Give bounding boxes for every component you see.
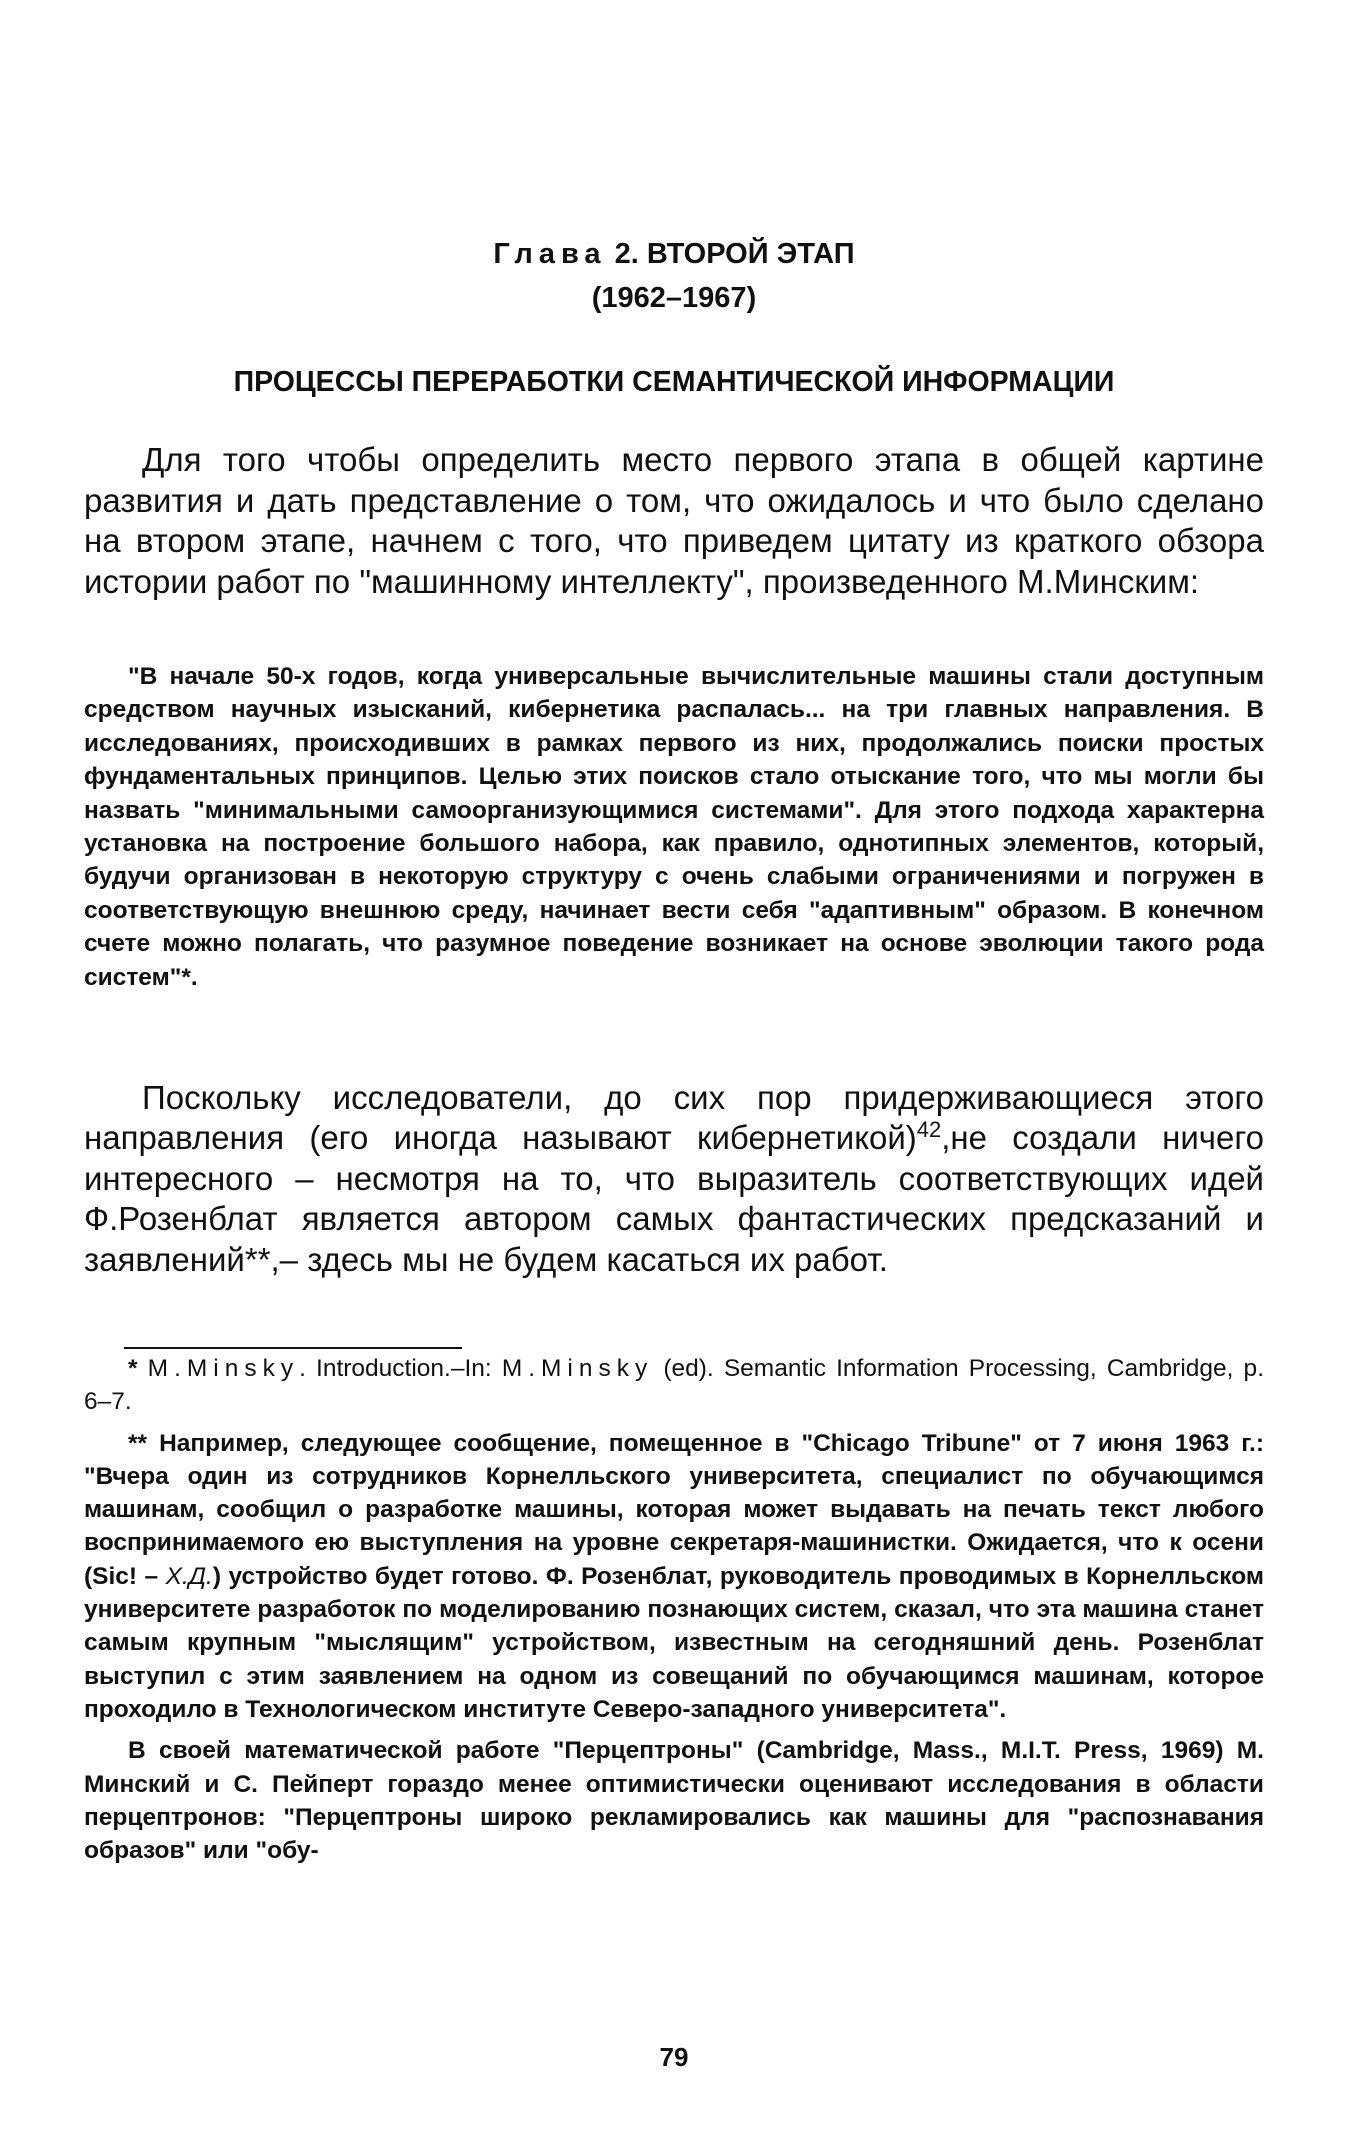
footnote-2-text-a: Например, следующее сообщение, помещенное в "Chicago Tribune" от 7 июня 1963 г.: "Вчера один из сотрудников Корнелльского университета, специалист по обучающимся машинам, сообщил о разработке машины, которая может выдавать на печать текст любого воспринимаемого ею выступления на уровне секретаря-машинистки. Ожидается, что к осени (Sic! – xyxy=(84,1429,1264,1590)
chapter-label: Глава xyxy=(493,238,607,270)
chapter-title: 2. ВТОРОЙ ЭТАП xyxy=(614,238,855,270)
book-page xyxy=(84,0,1264,2147)
intro-paragraph: Для того чтобы определить место первого этапа в общей картине развития и дать представление о том, что ожидалось и что было сделано на втором этапе, начнем с того, что приведем цитату из краткого обзора истории работ по "машинному интеллекту", произведенного М.Минским: xyxy=(84,441,1264,600)
footnote-1-text-b: (ed). Semantic Information Processing, Cambridge, p. 6–7. xyxy=(84,1355,1264,1416)
footnote-2-initials: Х.Д. xyxy=(165,1562,213,1590)
footnotes xyxy=(84,1352,1264,1875)
footnote-1-author: M.Minsky xyxy=(147,1355,300,1382)
page-number: 79 xyxy=(659,2042,689,2072)
second-paragraph-end: ,не создали ничего интересного – несмотря на то, что выразитель соответствующих идей Ф.Розенблат является автором самых фантастических предсказаний и заявлений**,– здесь мы не будем касаться их работ. xyxy=(84,1119,1264,1278)
minsky-quote: "В начале 50-х годов, когда универсальные вычислительные машины стали доступным средством научных изысканий, кибернетика распалась... на три главных направления. В исследованиях, происходивших в рамках первого из них, продолжались поиски простых фундаментальных принципов. Целью этих поисков стало отыскание того, что мы могли бы назвать "минимальными самоорганизующимися системами". Для этого подхода характерна установка на построение большого набора, как правило, однотипных элементов, который, будучи организован в некоторую структуру с очень слабыми ограничениями и погружен в соответствующую внешнюю среду, начинает вести себя "адаптивным" образом. В конечном счете можно полагать, что разумное поведение возникает на основе эволюции такого рода систем"*. xyxy=(84,663,1264,991)
footnote-divider xyxy=(124,1347,462,1349)
chapter-years: (1962–1967) xyxy=(591,282,757,314)
footnote-1-marker: * xyxy=(128,1355,138,1382)
second-paragraph xyxy=(84,1078,1264,1280)
footnote-1 xyxy=(84,1352,1264,1419)
footnote-2 xyxy=(84,1427,1264,1727)
footnote-1-editor: M.Minsky xyxy=(501,1355,654,1382)
second-paragraph-start: Поскольку исследователи, до сих пор придерживающиеся этого направления (его иногда называют кибернетикой) xyxy=(84,1079,1264,1157)
footnote-continuation-text: В своей математической работе "Перцептроны" (Cambridge, Mass., M.I.T. Press, 1969) М. Минский и С. Пейперт гораздо менее оптимистически оценивают исследования в области перцептронов: "Перцептроны широко рекламировались как машины для "распознавания образов" или "обу- xyxy=(84,1737,1264,1865)
chapter-heading xyxy=(84,232,1264,320)
footnote-continuation xyxy=(84,1734,1264,1867)
reference-number: 42 xyxy=(916,1117,942,1143)
section-title: ПРОЦЕССЫ ПЕРЕРАБОТКИ СЕМАНТИЧЕСКОЙ ИНФОРМАЦИИ xyxy=(233,366,1115,398)
footnote-2-marker: ** xyxy=(128,1429,148,1457)
footnote-1-text-a: . Introduction.–In: xyxy=(299,1355,502,1382)
footnote-2-text-b: ) устройство будет готово. Ф. Розенблат, руководитель проводимых в Корнелльском университете разработок по моделированию познающих систем, сказал, что эта машина станет самым крупным "мыслящим" устройством, известным на сегодняшний день. Розенблат выступил с этим заявлением на одном из совещаний по обучающимся машинам, которое проходило в Технологическом институте Северо-западного университета". xyxy=(84,1562,1264,1723)
chapter-title-line xyxy=(84,232,1264,276)
